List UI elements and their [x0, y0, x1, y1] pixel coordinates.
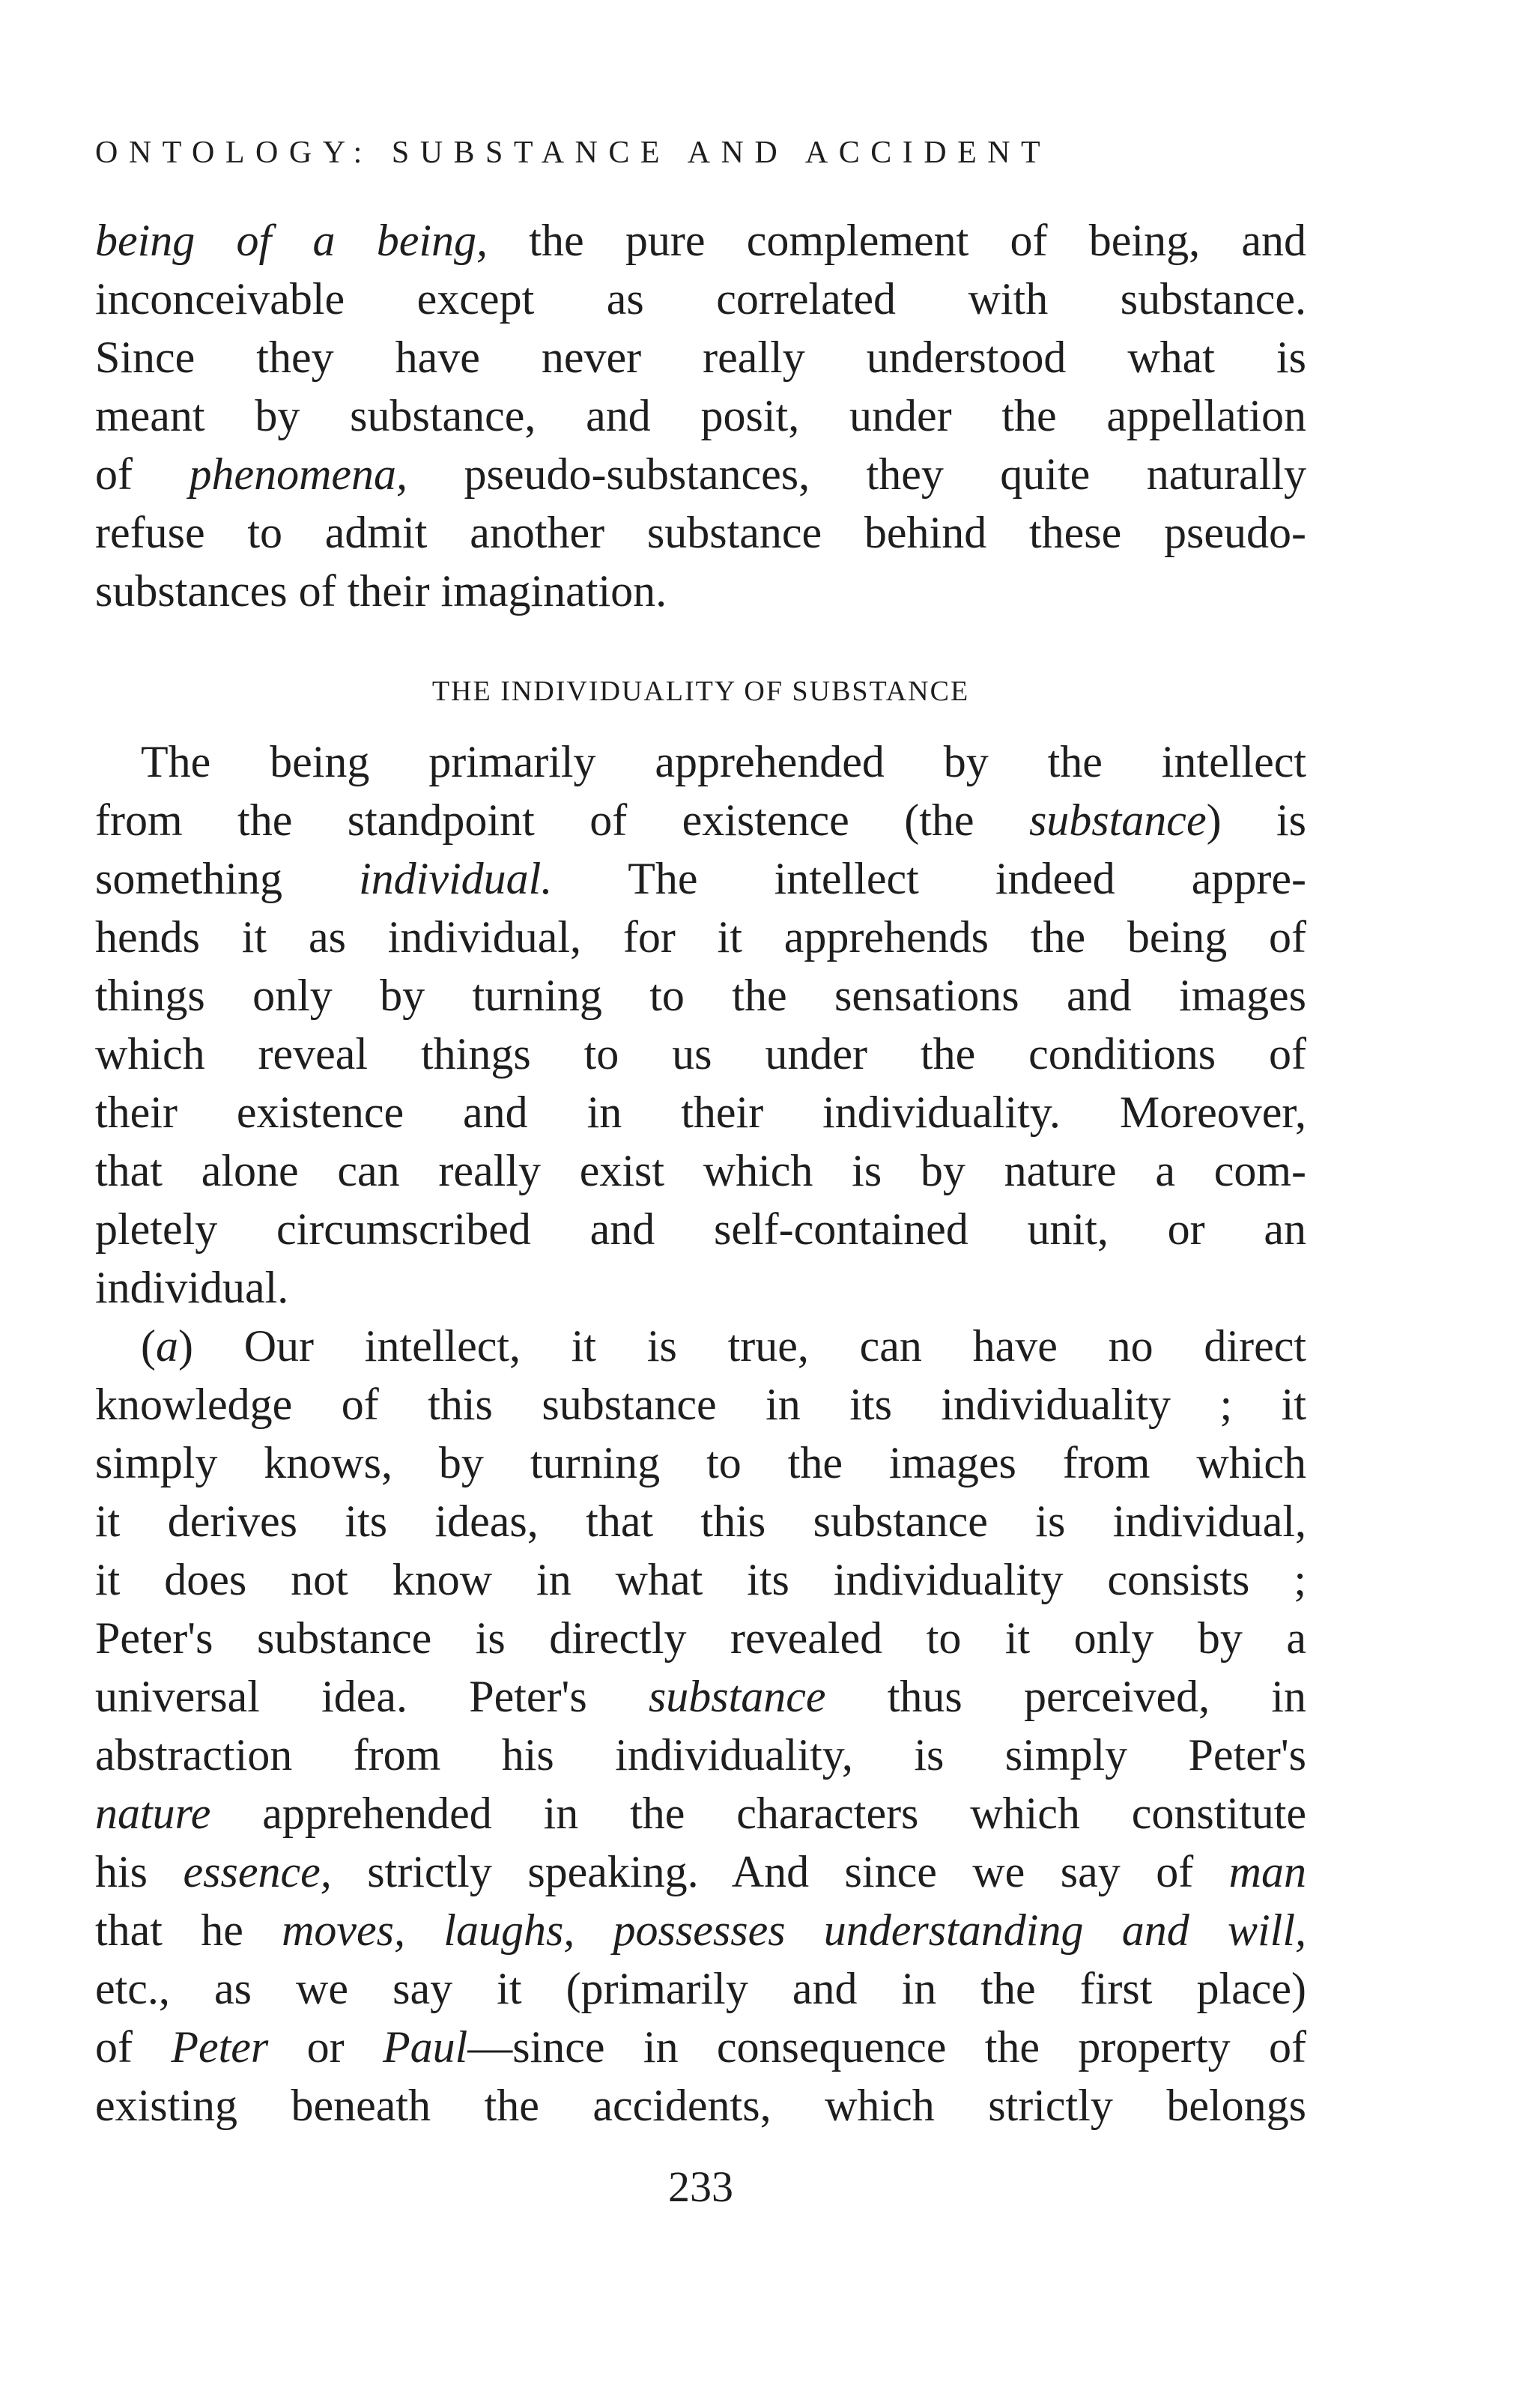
text-line: being of a being, the pure complement of being, and [95, 216, 1306, 265]
text-line: nature apprehended in the characters which constitute [95, 1789, 1306, 1838]
text-line: meant by substance, and posit, under the appellation [95, 391, 1306, 440]
text-line: substances of their imagination. [95, 566, 667, 616]
text-line: existing beneath the accidents, which strictly belongs [95, 2081, 1306, 2130]
text-line: Since they have never really understood what is [95, 333, 1306, 382]
text-line: individual. [95, 1263, 289, 1312]
text-line: it does not know in what its individuality consists ; [95, 1555, 1306, 1604]
text-line: their existence and in their individuality. Moreover, [95, 1088, 1306, 1137]
text-line: Peter's substance is directly revealed to it only by a [95, 1613, 1306, 1663]
text-line: etc., as we say it (primarily and in the first place) [95, 1964, 1306, 2013]
section-heading: THE INDIVIDUALITY OF SUBSTANCE [431, 676, 970, 707]
text-line: (a) Our intellect, it is true, can have no direct [141, 1321, 1306, 1371]
text-line: hends it as individual, for it apprehends the being of [95, 912, 1306, 962]
text-line: pletely circumscribed and self-contained unit, or an [95, 1204, 1306, 1254]
text-line: things only by turning to the sensations and images [95, 971, 1306, 1020]
text-line: it derives its ideas, that this substance is individual, [95, 1496, 1306, 1546]
page-number: 233 [668, 2162, 733, 2211]
text-line: The being primarily apprehended by the intellect [141, 737, 1306, 786]
text-line: from the standpoint of existence (the substance) is [95, 795, 1306, 845]
text-line: of phenomena, pseudo-substances, they quite naturally [95, 449, 1306, 499]
text-line: simply knows, by turning to the images from which [95, 1438, 1306, 1487]
text-line: knowledge of this substance in its individuality ; it [95, 1380, 1306, 1429]
text-line: of Peter or Paul—since in consequence the property of [95, 2022, 1306, 2072]
text-line: refuse to admit another substance behind these pseudo- [95, 508, 1306, 557]
text-line: that alone can really exist which is by nature a com- [95, 1146, 1306, 1195]
text-line: his essence, strictly speaking. And since we say of man [95, 1847, 1306, 1896]
running-head: ONTOLOGY: SUBSTANCE AND ACCIDENT [95, 136, 1052, 170]
text-line: abstraction from his individuality, is simply Peter's [95, 1730, 1306, 1780]
text-line: something individual. The intellect indeed appre- [95, 854, 1306, 903]
text-line: universal idea. Peter's substance thus perceived, in [95, 1672, 1306, 1721]
text-line: inconceivable except as correlated with substance. [95, 274, 1306, 324]
text-line: which reveal things to us under the conditions of [95, 1029, 1306, 1079]
text-line: that he moves, laughs, possesses understanding and will, [95, 1905, 1306, 1955]
